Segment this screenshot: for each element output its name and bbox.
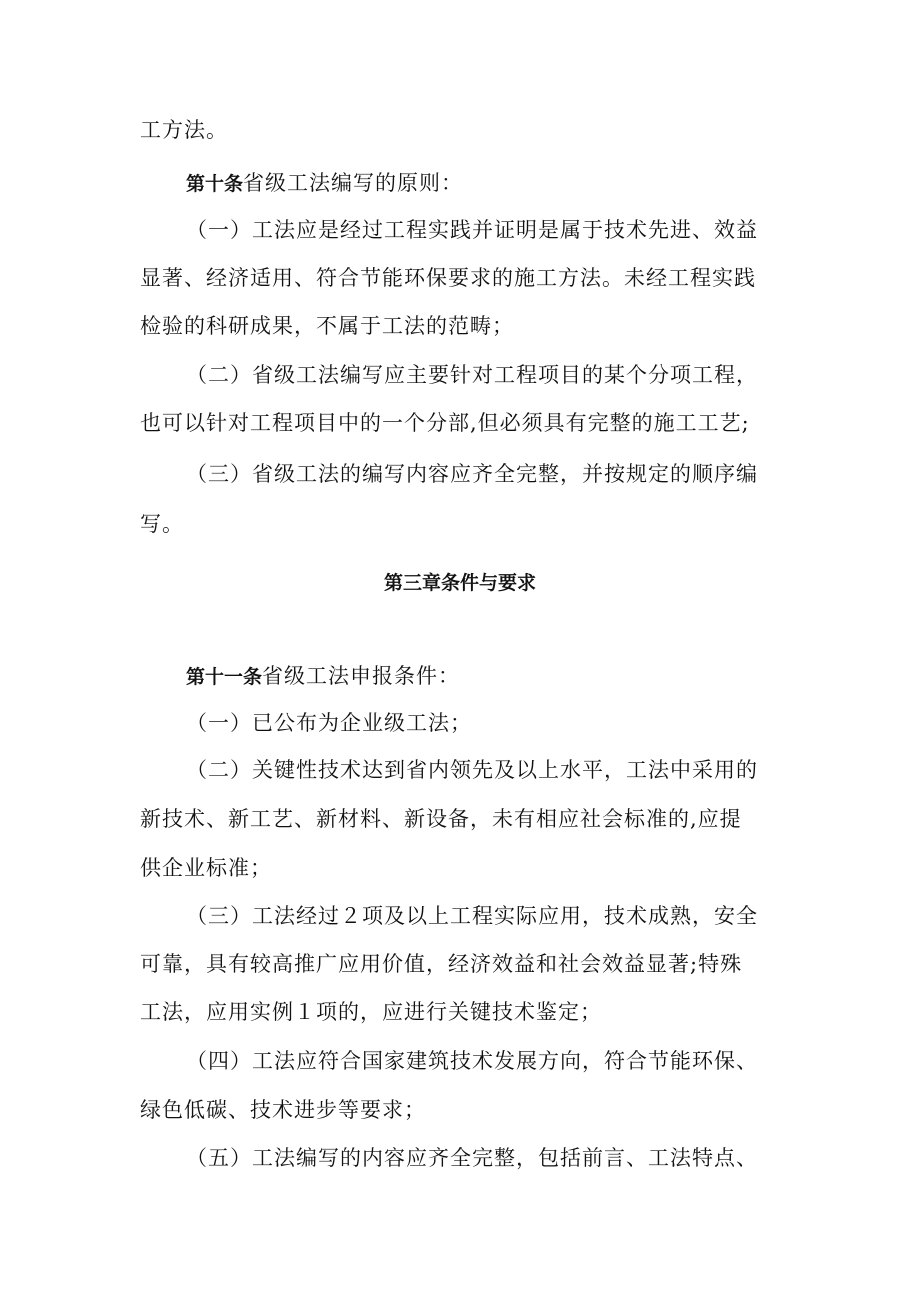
text-line: （二）省级工法编写应主要针对工程项目的某个分项工程， — [186, 363, 758, 387]
text-line: （一）已公布为企业级工法； — [186, 711, 472, 735]
chapter-3-heading: 第三章条件与要求 — [383, 572, 536, 594]
text-line: 工法，应用实例１项的，应进行关键技术鉴定； — [140, 1000, 602, 1024]
text-line: 新技术、新工艺、新材料、新设备，未有相应社会标准的,应提 — [140, 807, 742, 831]
article-10-label: 第十条 — [186, 173, 244, 195]
text-line: 可靠，具有较高推广应用价值，经济效益和社会效益显著;特殊 — [140, 952, 743, 976]
article-11-text: 省级工法申报条件： — [262, 664, 461, 688]
text-line: （五）工法编写的内容应齐全完整，包括前言、工法特点、 — [186, 1146, 758, 1170]
text-line: （一）工法应是经过工程实践并证明是属于技术先进、效益 — [186, 218, 758, 242]
text-line: 写。 — [140, 512, 184, 536]
text-line: （三）省级工法的编写内容应齐全完整，并按规定的顺序编 — [186, 462, 758, 486]
article-11-label: 第十一条 — [186, 666, 263, 688]
text-line: （二）关键性技术达到省内领先及以上水平，工法中采用的 — [186, 758, 758, 782]
text-line: 工方法。 — [140, 118, 228, 142]
text-line: 供企业标准； — [140, 856, 272, 880]
article-10-text: 省级工法编写的原则： — [243, 171, 464, 195]
text-line: 也可以针对工程项目中的一个分部,但必须具有完整的施工工艺; — [140, 411, 750, 435]
text-line: 检验的科研成果，不属于工法的范畴； — [140, 314, 514, 338]
text-line: （四）工法应符合国家建筑技术发展方向，符合节能环保、 — [186, 1049, 758, 1073]
article-11-line — [186, 663, 460, 690]
text-line: 显著、经济适用、符合节能环保要求的施工方法。未经工程实践 — [140, 266, 756, 290]
text-line: 绿色低碳、技术进步等要求； — [140, 1098, 426, 1122]
article-10-line — [186, 170, 463, 197]
text-line: （三）工法经过２项及以上工程实际应用，技术成熟，安全 — [186, 904, 758, 928]
